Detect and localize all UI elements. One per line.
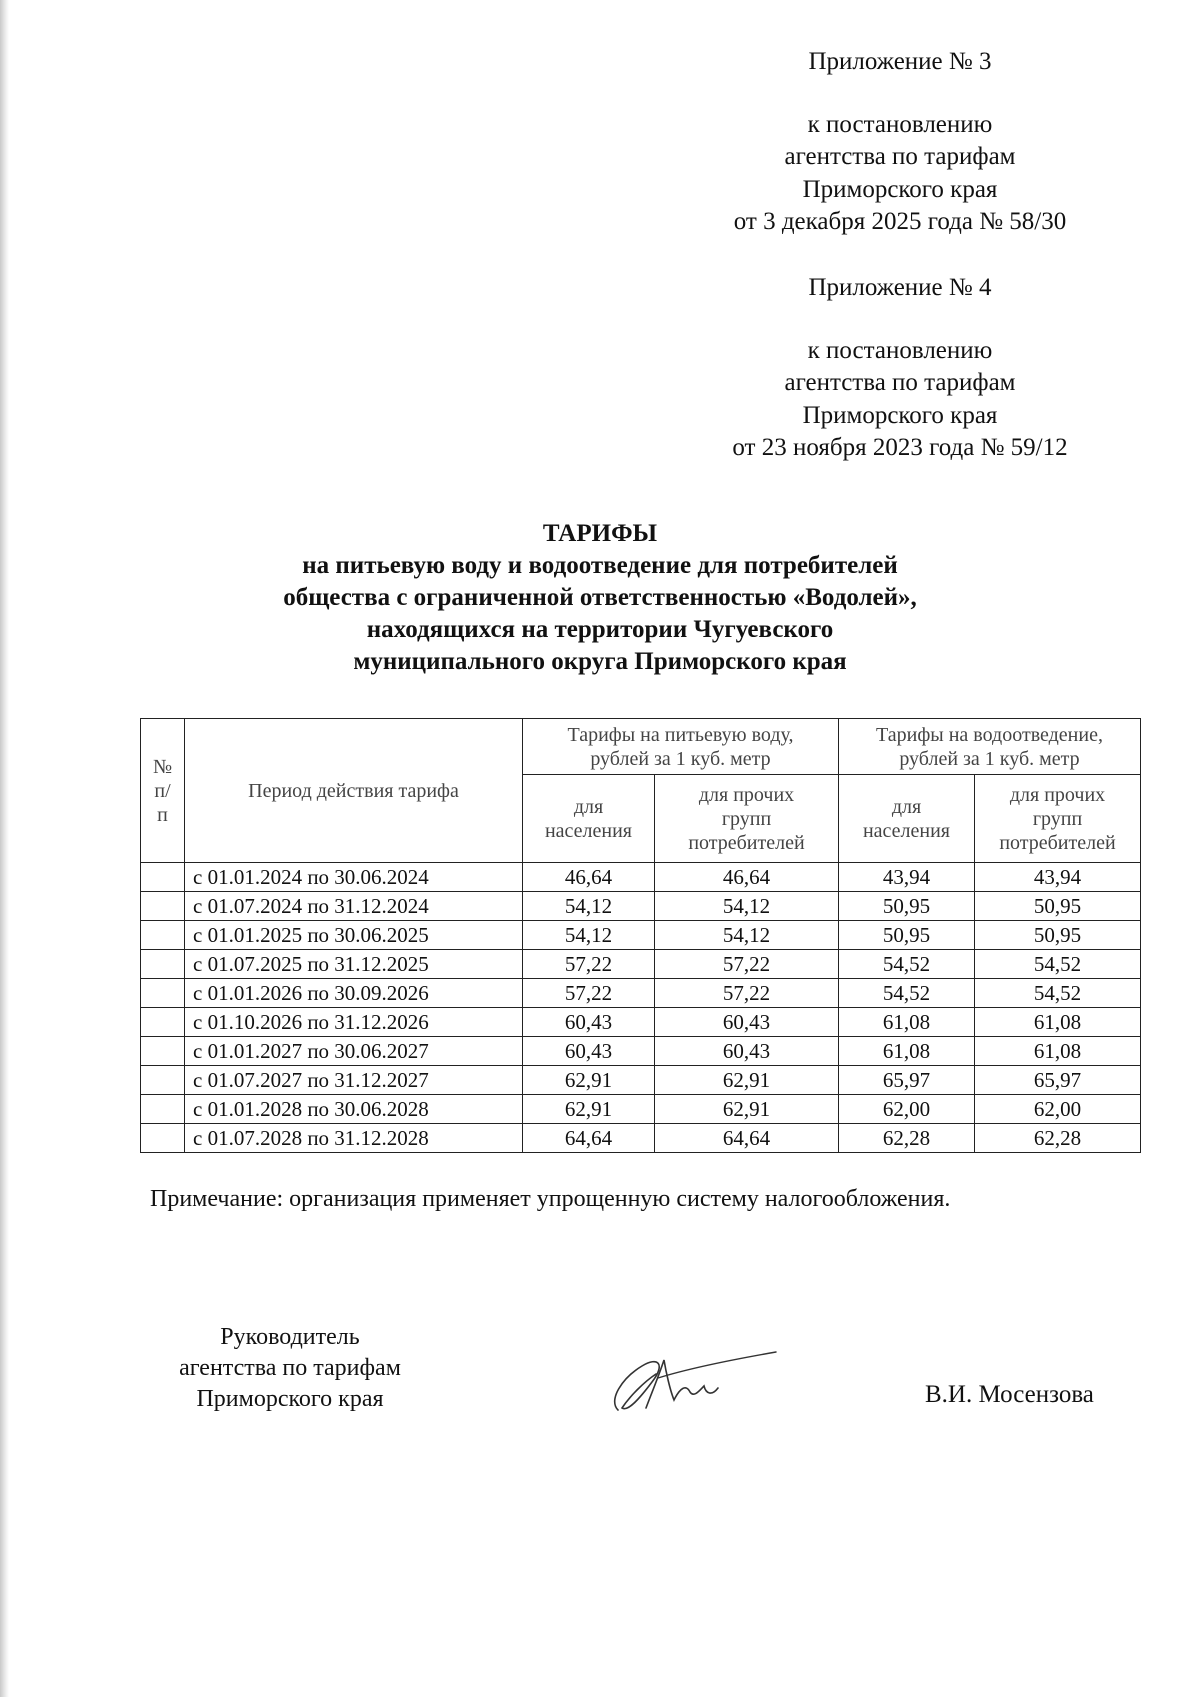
annex-4-line1: к постановлению <box>807 336 993 364</box>
water-other-value: 54,12 <box>655 921 839 950</box>
header-sewer-tariffs: Тарифы на водоотведение, рублей за 1 куб. метр <box>839 719 1141 775</box>
table-row <box>141 863 1141 892</box>
table-row <box>141 1008 1141 1037</box>
water-other-value: 46,64 <box>655 863 839 892</box>
sewer-other-value: 54,52 <box>975 950 1141 979</box>
annex-3-line1: к постановлению <box>807 110 993 138</box>
scan-page-edge <box>0 0 9 1697</box>
water-other-value: 62,91 <box>655 1095 839 1124</box>
annex-4-header <box>720 272 1080 465</box>
table-row <box>141 892 1141 921</box>
header-water-other: для прочих групп потребителей <box>655 775 839 863</box>
header-sewer-population: для населения <box>839 775 975 863</box>
row-number <box>141 1124 185 1153</box>
sewer-population-value: 65,97 <box>839 1066 975 1095</box>
sewer-other-value: 61,08 <box>975 1037 1141 1066</box>
sewer-population-value: 61,08 <box>839 1008 975 1037</box>
table-row <box>141 1095 1141 1124</box>
water-population-value: 60,43 <box>523 1037 655 1066</box>
header-sewer-other: для прочих групп потребителей <box>975 775 1141 863</box>
water-population-value: 64,64 <box>523 1124 655 1153</box>
table-row <box>141 1037 1141 1066</box>
row-period: с 01.01.2027 по 30.06.2027 <box>185 1037 523 1066</box>
tax-note: Примечание: организация применяет упрощенную систему налогообложения. <box>150 1186 951 1212</box>
water-other-value: 62,91 <box>655 1066 839 1095</box>
water-population-value: 54,12 <box>523 892 655 921</box>
annex-3-line3: Приморского края <box>802 175 998 203</box>
sewer-other-value: 50,95 <box>975 921 1141 950</box>
row-number <box>141 950 185 979</box>
water-population-value: 57,22 <box>523 950 655 979</box>
annex-4-line3: Приморского края <box>802 401 998 429</box>
row-number <box>141 921 185 950</box>
row-number <box>141 1095 185 1124</box>
sewer-population-value: 50,95 <box>839 921 975 950</box>
row-number <box>141 1008 185 1037</box>
sewer-other-value: 62,00 <box>975 1095 1141 1124</box>
table-row <box>141 979 1141 1008</box>
annex-4-label: Приложение № 4 <box>808 274 992 301</box>
signatory-name: В.И. Мосензова <box>925 1381 1094 1408</box>
title-line3: находящихся на территории Чугуевского <box>366 616 834 643</box>
table-row <box>141 921 1141 950</box>
header-water-tariffs: Тарифы на питьевую воду, рублей за 1 куб. метр <box>523 719 839 775</box>
table-row <box>141 1124 1141 1153</box>
row-period: с 01.07.2027 по 31.12.2027 <box>185 1066 523 1095</box>
sewer-population-value: 50,95 <box>839 892 975 921</box>
row-number <box>141 979 185 1008</box>
sewer-other-value: 61,08 <box>975 1008 1141 1037</box>
water-other-value: 60,43 <box>655 1037 839 1066</box>
row-period: с 01.01.2026 по 30.09.2026 <box>185 979 523 1008</box>
table-row <box>141 950 1141 979</box>
row-period: с 01.07.2028 по 31.12.2028 <box>185 1124 523 1153</box>
row-period: с 01.01.2028 по 30.06.2028 <box>185 1095 523 1124</box>
handwritten-signature <box>600 1338 780 1428</box>
signatory-title-line3: Приморского края <box>196 1386 384 1412</box>
title-line1: на питьевую воду и водоотведение для потребителей <box>302 552 898 579</box>
sewer-population-value: 54,52 <box>839 950 975 979</box>
sewer-population-value: 54,52 <box>839 979 975 1008</box>
row-period: с 01.01.2024 по 30.06.2024 <box>185 863 523 892</box>
header-water-population: для населения <box>523 775 655 863</box>
row-period: с 01.01.2025 по 30.06.2025 <box>185 921 523 950</box>
document-title <box>200 518 1000 678</box>
water-other-value: 60,43 <box>655 1008 839 1037</box>
water-population-value: 62,91 <box>523 1095 655 1124</box>
sewer-other-value: 54,52 <box>975 979 1141 1008</box>
sewer-other-value: 62,28 <box>975 1124 1141 1153</box>
annex-3-line4: от 3 декабря 2025 года № 58/30 <box>733 208 1067 235</box>
annex-3-header <box>720 46 1080 239</box>
water-population-value: 57,22 <box>523 979 655 1008</box>
row-number <box>141 892 185 921</box>
sewer-other-value: 50,95 <box>975 892 1141 921</box>
water-other-value: 57,22 <box>655 950 839 979</box>
signatory-title <box>140 1322 440 1415</box>
annex-4-line2: агентства по тарифам <box>784 369 1016 396</box>
sewer-population-value: 62,28 <box>839 1124 975 1153</box>
water-population-value: 62,91 <box>523 1066 655 1095</box>
row-number <box>141 863 185 892</box>
signatory-title-line1: Руководитель <box>220 1324 360 1350</box>
annex-3-line2: агентства по тарифам <box>784 143 1016 170</box>
water-population-value: 46,64 <box>523 863 655 892</box>
water-other-value: 64,64 <box>655 1124 839 1153</box>
row-period: с 01.07.2025 по 31.12.2025 <box>185 950 523 979</box>
table-row <box>141 1066 1141 1095</box>
title-line2: общества с ограниченной ответственностью «Водолей», <box>283 584 917 611</box>
water-population-value: 54,12 <box>523 921 655 950</box>
row-period: с 01.10.2026 по 31.12.2026 <box>185 1008 523 1037</box>
annex-4-line4: от 23 ноября 2023 года № 59/12 <box>732 434 1068 461</box>
sewer-other-value: 43,94 <box>975 863 1141 892</box>
row-period: с 01.07.2024 по 31.12.2024 <box>185 892 523 921</box>
sewer-population-value: 61,08 <box>839 1037 975 1066</box>
tariff-table <box>140 718 1141 1153</box>
header-period: Период действия тарифа <box>185 719 523 863</box>
signatory-title-line2: агентства по тарифам <box>179 1355 401 1381</box>
annex-3-label: Приложение № 3 <box>808 48 992 75</box>
header-number: № п/ п <box>141 719 185 863</box>
sewer-population-value: 62,00 <box>839 1095 975 1124</box>
water-other-value: 57,22 <box>655 979 839 1008</box>
water-population-value: 60,43 <box>523 1008 655 1037</box>
water-other-value: 54,12 <box>655 892 839 921</box>
sewer-population-value: 43,94 <box>839 863 975 892</box>
sewer-other-value: 65,97 <box>975 1066 1141 1095</box>
title-main: ТАРИФЫ <box>542 520 658 547</box>
row-number <box>141 1066 185 1095</box>
row-number <box>141 1037 185 1066</box>
title-line4: муниципального округа Приморского края <box>353 648 847 675</box>
